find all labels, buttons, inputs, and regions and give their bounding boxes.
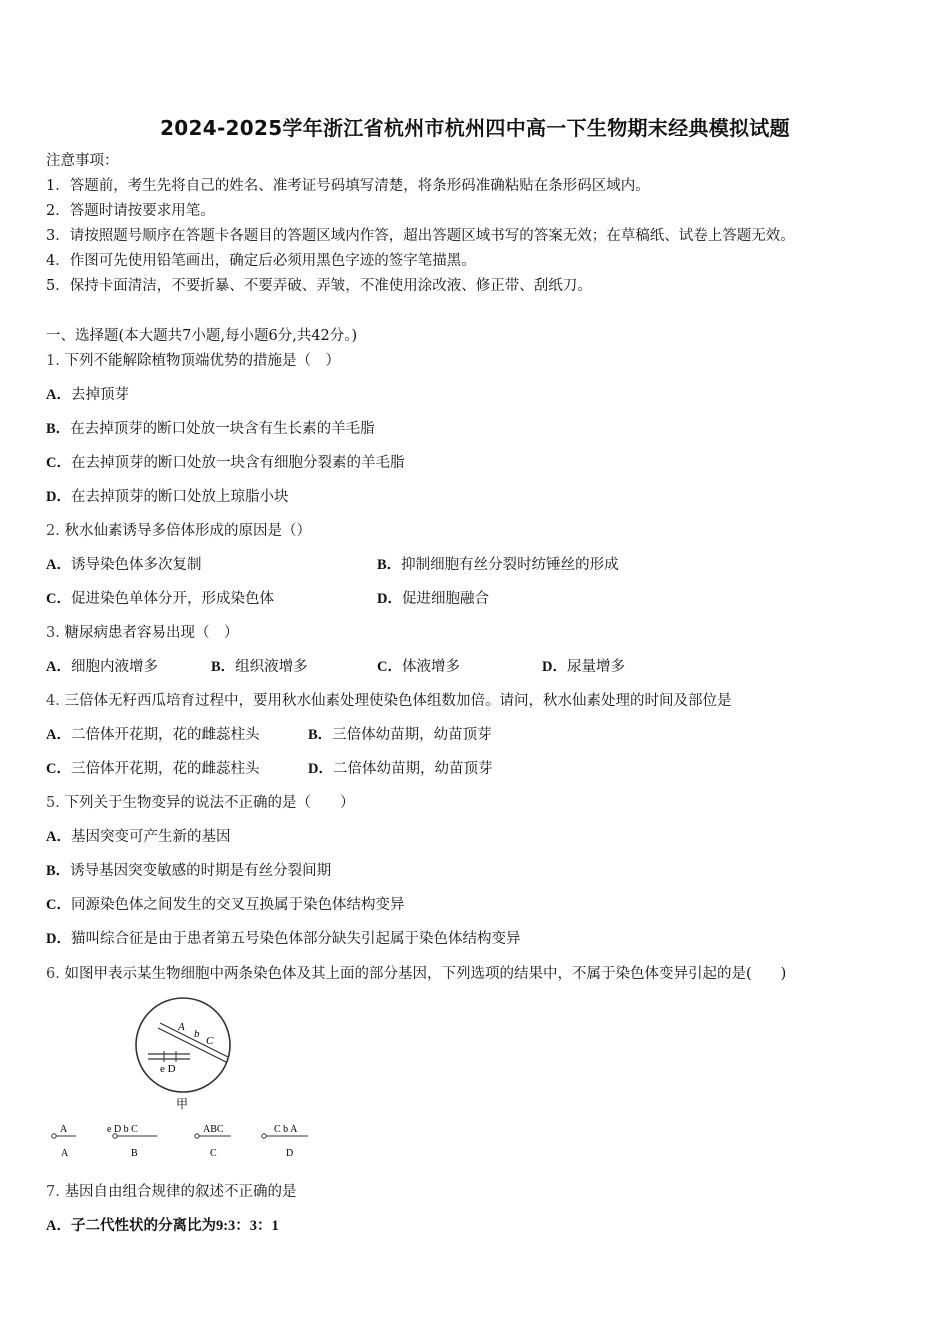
option-label: D (286, 1148, 294, 1159)
notice-item: 4．作图可先使用铅笔画出，确定后必须用黑色字迹的签字笔描黑。 (46, 253, 476, 269)
option-label: C (210, 1148, 217, 1159)
option-1b[interactable]: B．在去掉顶芽的断口处放一块含有生长素的羊毛脂 (46, 421, 375, 437)
option-2c[interactable]: C．促进染色单体分开，形成染色体 (46, 591, 274, 607)
question-number: 6. (46, 966, 60, 982)
question-number: 5. (46, 795, 60, 811)
option-1c[interactable]: C．在去掉顶芽的断口处放一块含有细胞分裂素的羊毛脂 (46, 455, 405, 471)
chromosome-figure (40, 995, 340, 1165)
option-5c[interactable]: C．同源染色体之间发生的交叉互换属于染色体结构变异 (46, 897, 405, 913)
option-2a[interactable]: A．诱导染色体多次复制 (46, 557, 202, 573)
notice-heading: 注意事项： (46, 153, 119, 169)
notice-item: 1．答题前，考生先将自己的姓名、准考证号码填写清楚，将条形码准确粘贴在条形码区域内。 (46, 178, 650, 194)
option-genes: e D b C (107, 1124, 138, 1135)
option-4b[interactable]: B．三倍体幼苗期，幼苗顶芽 (308, 727, 492, 743)
option-3a[interactable]: A．细胞内液增多 (46, 659, 158, 675)
notice-item: 2．答题时请按要求用笔。 (46, 203, 215, 219)
question-3 (46, 623, 238, 643)
cell-circle (136, 998, 230, 1092)
notice-item: 5．保持卡面清洁，不要折暴、不要弄破、弄皱，不准使用涂改液、修正带、刮纸刀。 (46, 278, 592, 294)
question-text: 糖尿病患者容易出现（ ） (64, 625, 239, 641)
centromere (52, 1134, 56, 1138)
option-2d[interactable]: D．促进细胞融合 (377, 591, 489, 607)
option-3d[interactable]: D．尿量增多 (542, 659, 625, 675)
gene-label: e D (160, 1063, 176, 1075)
question-number: 1. (46, 353, 60, 369)
question-text: 如图甲表示某生物细胞中两条染色体及其上面的部分基因，下列选项的结果中，不属于染色体变异引起的是( ) (64, 966, 787, 982)
centromere (262, 1134, 266, 1138)
question-number: 7. (46, 1184, 60, 1200)
option-4a[interactable]: A．二倍体开花期，花的雌蕊柱头 (46, 727, 260, 743)
question-text: 下列不能解除植物顶端优势的措施是（ ） (64, 353, 340, 369)
option-5a[interactable]: A．基因突变可产生新的基因 (46, 829, 231, 845)
option-genes: ABC (203, 1124, 224, 1135)
option-4d[interactable]: D．二倍体幼苗期，幼苗顶芽 (308, 761, 493, 777)
question-number: 3. (46, 625, 60, 641)
question-7 (46, 1182, 296, 1202)
gene-label: b (194, 1028, 200, 1040)
question-4 (46, 691, 731, 711)
question-text: 下列关于生物变异的说法不正确的是（ ） (64, 795, 355, 811)
section-heading: 一、选择题(本大题共7小题,每小题6分,共42分。) (46, 328, 358, 344)
option-3b[interactable]: B．组织液增多 (211, 659, 308, 675)
question-5 (46, 793, 354, 813)
gene-label: A (178, 1021, 185, 1033)
option-7a[interactable]: A．子二代性状的分离比为9:3：3：1 (46, 1218, 279, 1234)
option-label: A (61, 1148, 69, 1159)
option-genes: C b A (274, 1124, 298, 1135)
page-title: 2024-2025学年浙江省杭州市杭州四中高一下生物期末经典模拟试题 (160, 116, 790, 140)
question-2 (46, 521, 311, 541)
question-1 (46, 351, 340, 371)
option-1a[interactable]: A．去掉顶芽 (46, 387, 129, 403)
option-2b[interactable]: B．抑制细胞有丝分裂时纺锤丝的形成 (377, 557, 619, 573)
question-number: 4. (46, 693, 60, 709)
question-number: 2. (46, 523, 60, 539)
option-genes: A (60, 1124, 68, 1135)
notice-item: 3．请按照题号顺序在答题卡各题目的答题区域内作答，超出答题区域书写的答案无效；在草稿纸、试卷上答题无效。 (46, 228, 795, 244)
question-text: 基因自由组合规律的叙述不正确的是 (64, 1184, 297, 1200)
option-label: B (131, 1148, 138, 1159)
question-text: 秋水仙素诱导多倍体形成的原因是（） (64, 523, 311, 539)
gene-label: C (206, 1035, 214, 1047)
question-6 (46, 964, 786, 984)
centromere (195, 1134, 199, 1138)
option-3c[interactable]: C．体液增多 (377, 659, 460, 675)
figure-main-label: 甲 (176, 1097, 189, 1111)
question-text: 三倍体无籽西瓜培育过程中，要用秋水仙素处理使染色体组数加倍。请问，秋水仙素处理的时间及部位是 (64, 693, 732, 709)
option-4c[interactable]: C．三倍体开花期，花的雌蕊柱头 (46, 761, 260, 777)
option-1d[interactable]: D．在去掉顶芽的断口处放上琼脂小块 (46, 489, 289, 505)
option-5b[interactable]: B．诱导基因突变敏感的时期是有丝分裂间期 (46, 863, 332, 879)
option-5d[interactable]: D．猫叫综合征是由于患者第五号染色体部分缺失引起属于染色体结构变异 (46, 931, 521, 947)
